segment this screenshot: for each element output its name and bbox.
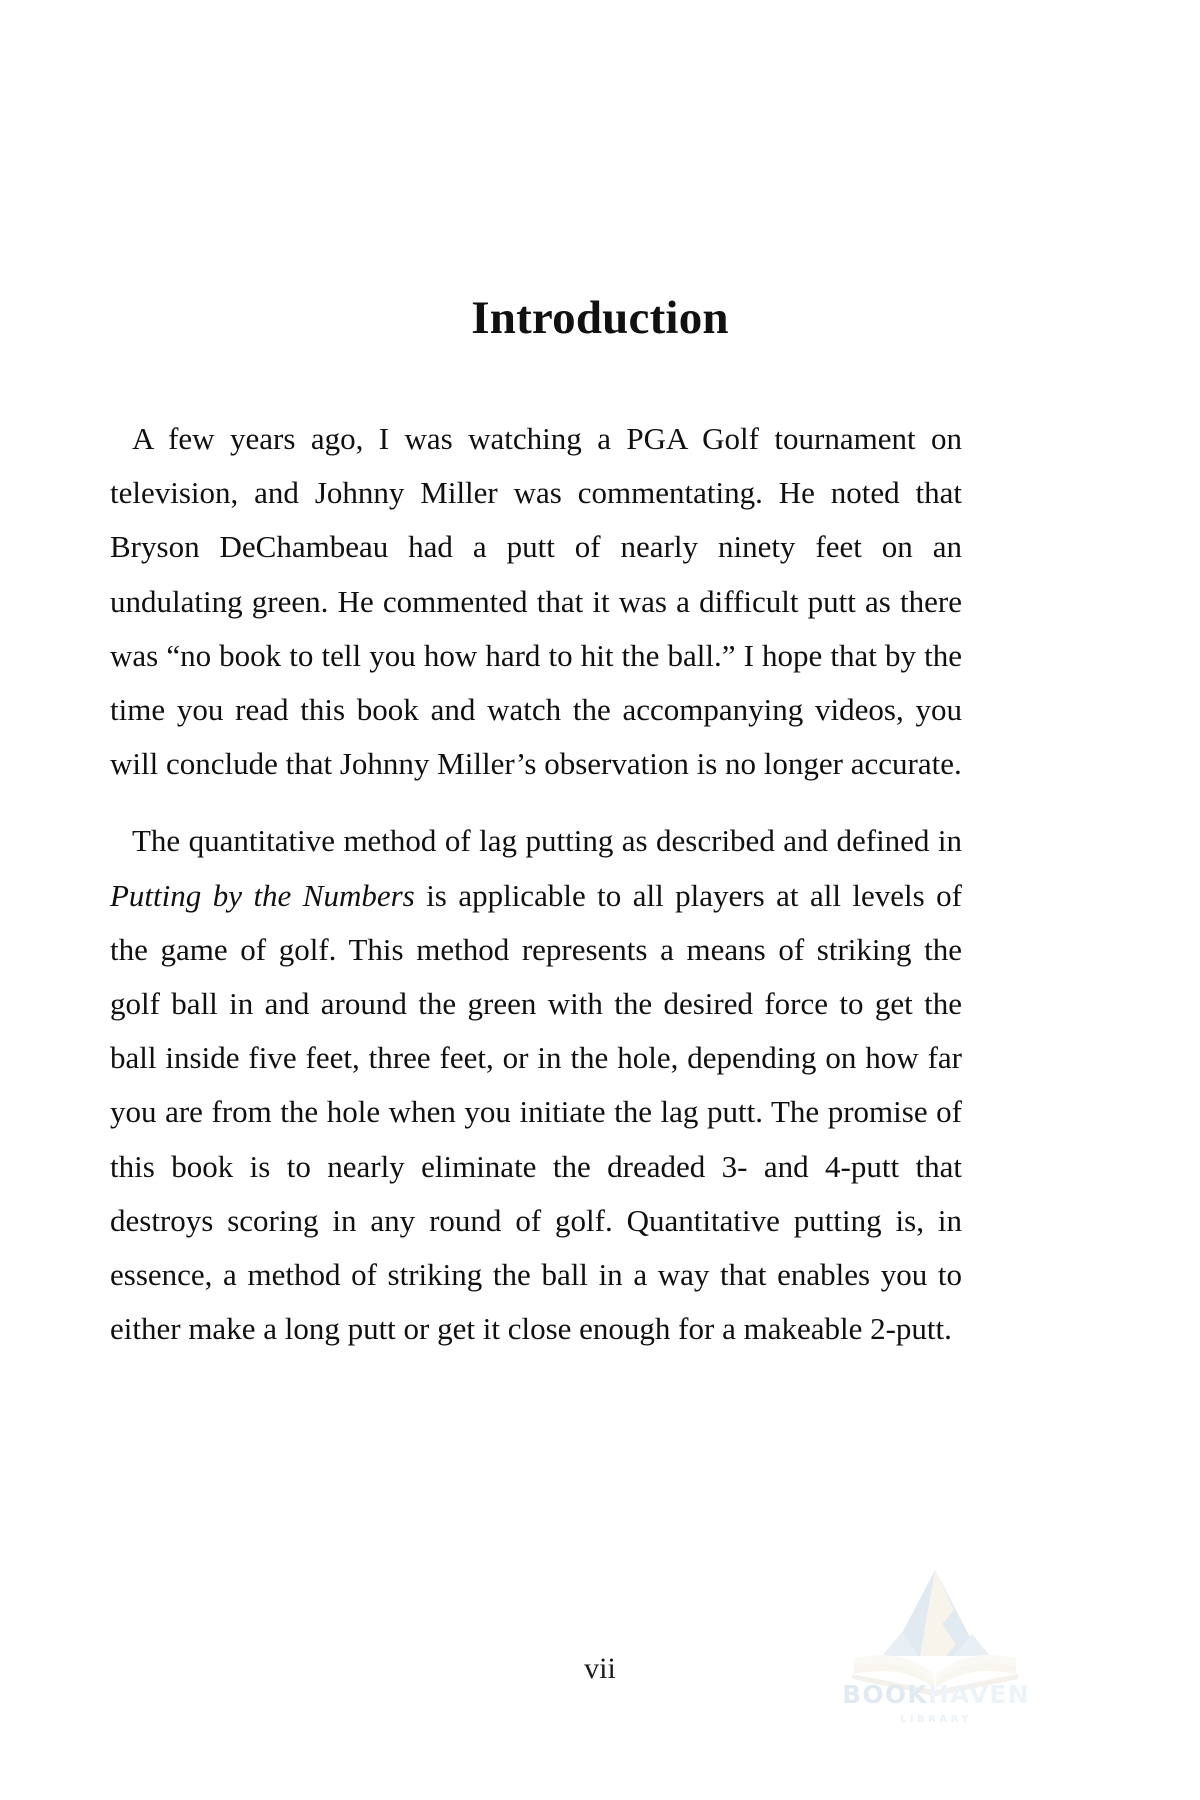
body-text-column — [110, 412, 962, 1356]
logo-wordmark-part-1: BOOK — [842, 1680, 928, 1709]
paragraph-2 — [110, 814, 962, 1356]
book-title-italic: Putting by the Numbers — [110, 877, 415, 913]
mountain-icon — [890, 1570, 980, 1656]
page-title: Introduction — [471, 292, 729, 345]
mountain-highlight — [920, 1570, 956, 1656]
page-number: vii — [584, 1652, 616, 1685]
paragraph-2-run-3: is applicable to all players at all levels of the game of golf. This method represents a means of striking the golf ball in and around the green with the desired force to get the ball inside five feet, three feet, or in the hole, depending on how far you are from the hole when you initiate the lag putt. The promise of this book is to nearly eliminate the dreaded 3- and 4-putt that destroys scoring in any round of golf. Quantitative putting is, in essence, a method of striking the ball in a way that enables you to either make a long putt or get it close enough for a makeable 2-putt. — [110, 877, 962, 1347]
logo-wordmark-part-2: HAVEN — [927, 1680, 1030, 1709]
paragraph-1 — [110, 412, 962, 791]
logo-subword: LIBRARY — [899, 1714, 973, 1725]
paragraph-1-run-1: A few years ago, I was watching a PGA Golf tournament on television, and Johnny Miller was commentating. He noted that Bryson DeChambeau had a putt of nearly ninety feet on an undulating green. He commented that it was a difficult putt as there was “no book to tell you how hard to hit the ball.” I hope that by the time you read this book and watch the accompanying videos, you will conclude that Johnny Miller’s observation is no longer accurate. — [110, 421, 962, 782]
paragraph-2-run-1: The quantitative method of lag putting as described and defined in — [132, 823, 962, 859]
